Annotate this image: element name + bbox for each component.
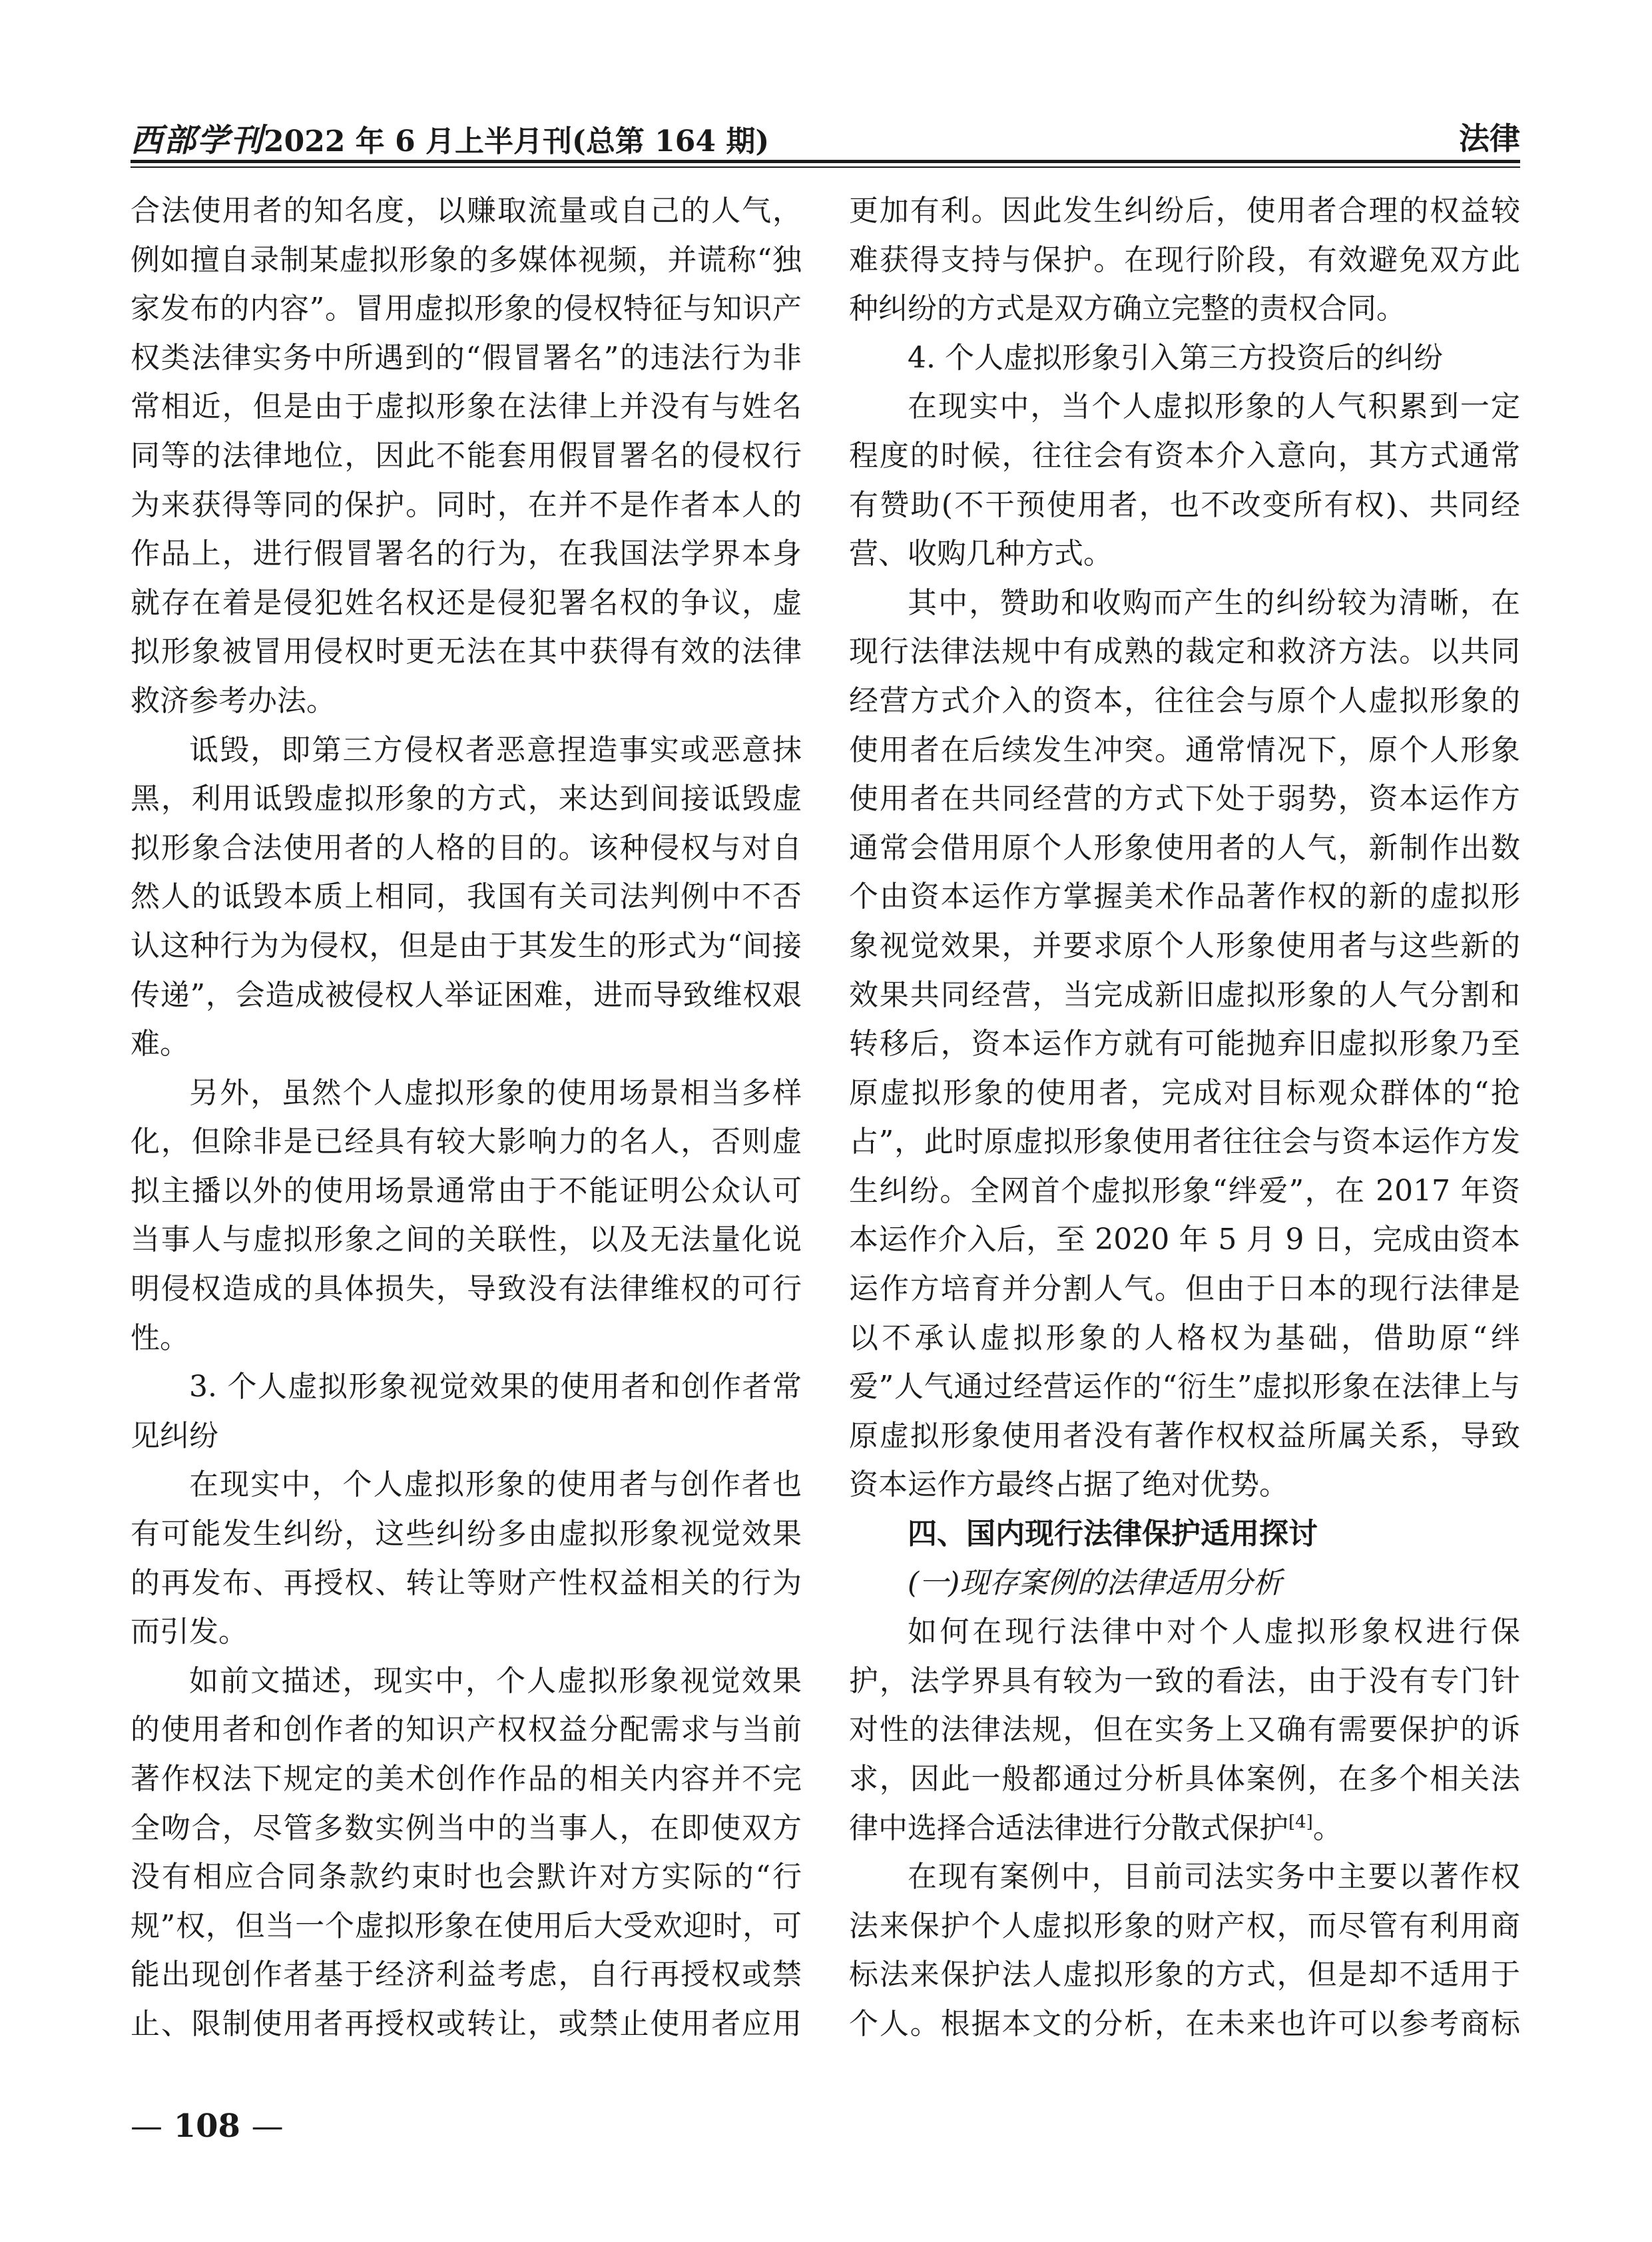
issue-info: 2022 年 6 月上半月刊(总第 164 期) (264, 125, 770, 158)
subsection-heading: (一)现存案例的法律适用分析 (908, 1565, 1282, 1600)
right-column (849, 186, 1520, 2044)
page-number: 108 (173, 2107, 240, 2145)
paragraph: 在现实中，当个人虚拟形象的人气积累到一定程度的时候，往往会有资本介入意向，其方式通常有赞助(不干预使用者，也不改变所有权)、共同经营、收购几种方式。 (849, 390, 1520, 571)
journal-title (131, 115, 769, 160)
citation-reference[interactable]: [4] (1288, 1811, 1313, 1832)
paragraph: 合法使用者的知名度，以赚取流量或自己的人气，例如擅自录制某虚拟形象的多媒体视频，并谎称“独家发布的内容”。冒用虚拟形象的侵权特征与知识产权类法律实务中所遇到的“假冒署名”的违法行为非常相近，但是由于虚拟形象在法律上并没有与姓名同等的法律地位，因此不能套用假冒署名的侵权行为来获得等同的保护。同时，在并不是作者本人的作品上，进行假冒署名的行为，在我国法学界本身就存在着是侵犯姓名权还是侵犯署名权的争议，虚拟形象被冒用侵权时更无法在其中获得有效的法律救济参考办法。 (131, 194, 802, 718)
footer-dash: — (131, 2107, 162, 2145)
header-rule-thin (131, 166, 1520, 168)
paragraph-tail: 。 (1312, 1811, 1342, 1845)
paragraph: 在现实中，个人虚拟形象的使用者与创作者也有可能发生纠纷，这些纠纷多由虚拟形象视觉效果的再发布、再授权、转让等财产性权益相关的行为而引发。 (131, 1468, 802, 1649)
paragraph: 另外，虽然个人虚拟形象的使用场景相当多样化，但除非是已经具有较大影响力的名人，否则虚拟主播以外的使用场景通常由于不能证明公众认可当事人与虚拟形象之间的关联性，以及无法量化说明侵权造成的具体损失，导致没有法律维权的可行性。 (131, 1075, 802, 1355)
paragraph: 其中，赞助和收购而产生的纠纷较为清晰，在现行法律法规中有成熟的裁定和救济方法。以共同经营方式介入的资本，往往会与原个人虚拟形象的使用者在后续发生冲突。通常情况下，原个人形象使用者在共同经营的方式下处于弱势，资本运作方通常会借用原个人形象使用者的人气，新制作出数个由资本运作方掌握美术作品著作权的新的虚拟形象视觉效果，并要求原个人形象使用者与这些新的效果共同经营，当完成新旧虚拟形象的人气分割和转移后，资本运作方就有可能抛弃旧虚拟形象乃至原虚拟形象的使用者，完成对目标观众群体的“抢占”，此时原虚拟形象使用者往往会与资本运作方发生纠纷。全网首个虚拟形象“绊爱”，在 2017 年资本运作介入后，至 2020 年 5 月 9 日，完成由资本运作方培育并分割人气。但由于日本的现行法律是以不承认虚拟形象的人格权为基础，借助原“绊爱”人气通过经营运作的“衍生”虚拟形象在法律上与原虚拟形象使用者没有著作权权益所属关系，导致资本运作方最终占据了绝对优势。 (849, 585, 1520, 1502)
subsection-heading: 4. 个人虚拟形象引入第三方投资后的纠纷 (908, 340, 1443, 375)
footer-dash: — (251, 2107, 284, 2145)
paragraph: 更加有利。因此发生纠纷后，使用者合理的权益较难获得支持与保护。在现行阶段，有效避免双方此种纠纷的方式是双方确立完整的责权合同。 (849, 194, 1520, 326)
page-footer (131, 2107, 284, 2145)
paragraph-text: 如何在现行法律中对个人虚拟形象权进行保护，法学界具有较为一致的看法，由于没有专门针对性的法律法规，但在实务上又确有需要保护的诉求，因此一般都通过分析具体案例，在多个相关法律中选择合适法律进行分散式保护 (849, 1615, 1520, 1845)
paragraph: 如前文描述，现实中，个人虚拟形象视觉效果的使用者和创作者的知识产权权益分配需求与当前著作权法下规定的美术创作作品的相关内容并不完全吻合，尽管多数实例当中的当事人，在即使双方没有相应合同条款约束时也会默许对方实际的“行规”权，但当一个虚拟形象在使用后大受欢迎时，可能出现创作者基于经济利益考虑，自行再授权或禁止、限制使用者再授权或转让，或禁止使用者应用 (131, 1663, 802, 2041)
paragraph: 在现有案例中，目前司法实务中主要以著作权法来保护个人虚拟形象的财产权，而尽管有利用商标法来保护法人虚拟形象的方式，但是却不适用于个人。根据本文的分析，在未来也许可以参考商标 (849, 1860, 1520, 2041)
running-header (131, 112, 1520, 159)
subsection-heading: 3. 个人虚拟形象视觉效果的使用者和创作者常见纠纷 (131, 1370, 802, 1453)
paragraph (849, 1607, 1520, 1852)
journal-logo: 西部学刊 (131, 122, 264, 159)
header-rule (131, 160, 1520, 163)
paragraph: 诋毁，即第三方侵权者恶意捏造事实或恶意抹黑，利用诋毁虚拟形象的方式，来达到间接诋毁虚拟形象合法使用者的人格的目的。该种侵权与对自然人的诋毁本质上相同，我国有关司法判例中不否认这种行为为侵权，但是由于其发生的形式为“间接传递”，会造成被侵权人举证困难，进而导致维权艰难。 (131, 732, 802, 1061)
section-name: 法律 (1459, 121, 1520, 156)
section-heading: 四、国内现行法律保护适用探讨 (908, 1517, 1318, 1551)
left-column (131, 186, 802, 2044)
